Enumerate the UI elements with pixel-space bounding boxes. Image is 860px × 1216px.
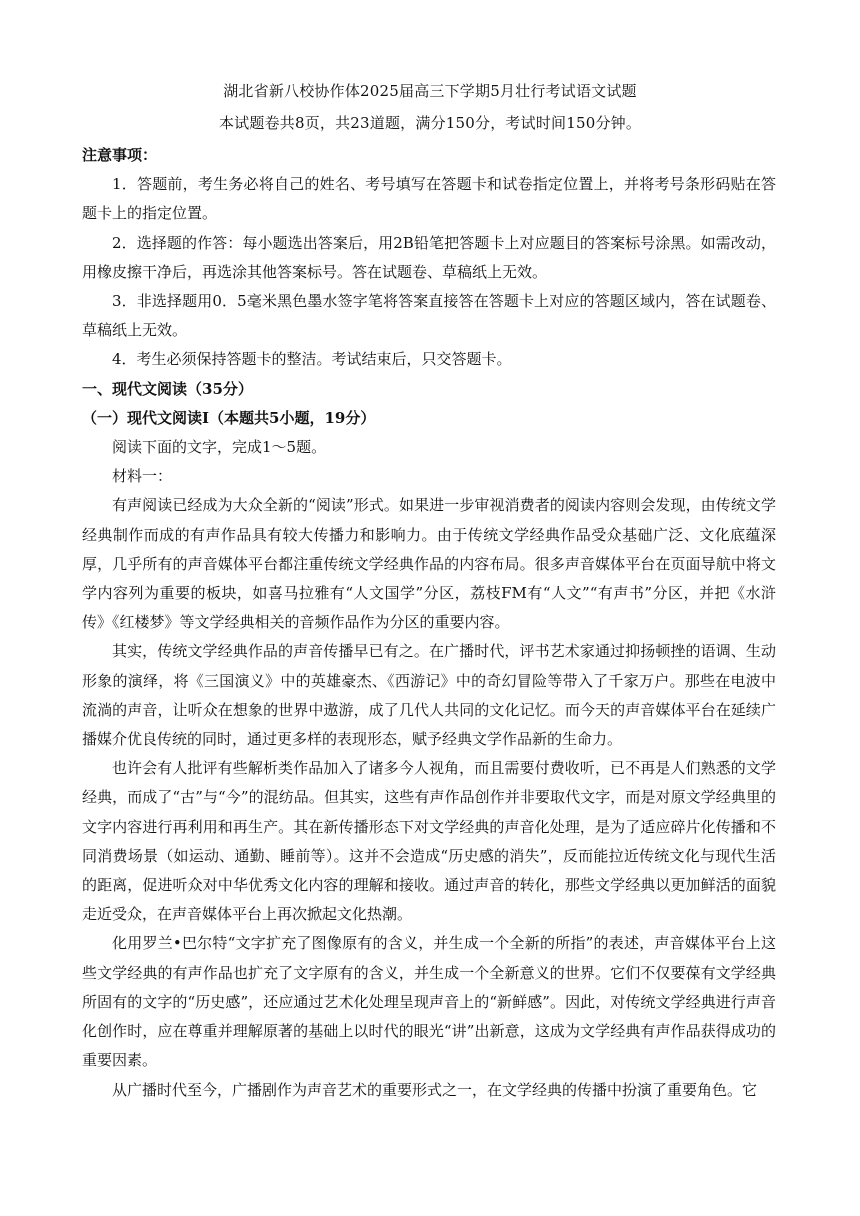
material-label: 材料一： [112,467,173,486]
passage-paragraph: 也许会有人批评有些解析类作品加入了诸多今人视角，而且需要付费收听，已不再是人们熟悉的文学经典，而成了“古”与“今”的混纺品。但其实，这些有声作品创作并非要取代文字，而是对原文学经典里的文字内容进行再利用和再生产。其在新传播形态下对文学经典的声音化处理，是为了适应碎片化传播和不同消费场景（如运动、通勤、睡前等）。这并不会造成“历史感的消失”，反而能拉近传统文化与现代生活的距离，促进听众对中华优秀文化内容的理解和接收。通过声音的转化，那些文学经典以更加鲜活的面貌走近受众，在声音媒体平台上再次掀起文化热潮。 [82,759,776,924]
passage-paragraph: 有声阅读已经成为大众全新的“阅读”形式。如果进一步审视消费者的阅读内容则会发现，由传统文学经典制作而成的有声作品具有较大传播力和影响力。由于传统文学经典作品受众基础广泛、文化底蕴深厚，几乎所有的声音媒体平台都注重传统文学经典作品的内容布局。很多声音媒体平台在页面导航中将文学内容列为重要的板块，如喜马拉雅有“人文国学”分区，荔枝FM有“人文”“有声书”分区，并把《水浒传》《红楼梦》等文学经典相关的音频作品作为分区的重要内容。 [82,496,776,632]
exam-title: 湖北省新八校协作体2025届高三下学期5月壮行考试语文试题 [223,82,637,100]
notice-heading: 注意事项： [82,146,158,164]
notice-item: 3．非选择题用0．5毫米黑色墨水签字笔将答案直接答在答题卡上对应的答题区域内，答在试题卷、草稿纸上无效。 [82,292,776,340]
reading-instruction: 阅读下面的文字，完成1～5题。 [112,438,327,457]
passage-paragraph: 从广播时代至今，广播剧作为声音艺术的重要形式之一，在文学经典的传播中扮演了重要角色。它 [112,1080,758,1099]
passage-paragraph: 化用罗兰•巴尔特“文字扩充了图像原有的含义，并生成一个全新的所指”的表述，声音媒体平台上这些文学经典的有声作品也扩充了文字原有的含义，并生成一个全新意义的世界。它们不仅要葆有文学经典所固有的文字的“历史感”，还应通过艺术化处理呈现声音上的“新鲜感”。因此，对传统文学经典进行声音化创作时，应在尊重并理解原著的基础上以时代的眼光“讲”出新意，这成为文学经典有声作品获得成功的重要因素。 [82,934,776,1070]
notice-item: 4．考生必须保持答题卡的整洁。考试结束后，只交答题卡。 [112,350,512,369]
exam-info: 本试题卷共8页，共23道题，满分150分，考试时间150分钟。 [218,114,642,132]
notice-item: 2．选择题的作答：每小题选出答案后，用2B铅笔把答题卡上对应题目的答案标号涂黑。如需改动，用橡皮擦干净后，再选涂其他答案标号。答在试题卷、草稿纸上无效。 [82,233,776,281]
subsection-heading: （一）现代文阅读Ⅰ（本题共5小题，19分） [82,408,376,427]
notice-item: 1．答题前，考生务必将自己的姓名、考号填写在答题卡和试卷指定位置上，并将考号条形码贴在答题卡上的指定位置。 [82,175,776,223]
passage-paragraph: 其实，传统文学经典作品的声音传播早已有之。在广播时代，评书艺术家通过抑扬顿挫的语调、生动形象的演绎，将《三国演义》中的英雄豪杰、《西游记》中的奇幻冒险等带入了千家万户。那些在电波中流淌的声音，让听众在想象的世界中遨游，成了几代人共同的文化记忆。而今天的声音媒体平台在延续广播媒介优良传统的同时，通过更多样的表现形态，赋予经典文学作品新的生命力。 [82,642,776,749]
exam-body [82,141,776,1105]
section-heading: 一、现代文阅读（35分） [82,379,253,398]
